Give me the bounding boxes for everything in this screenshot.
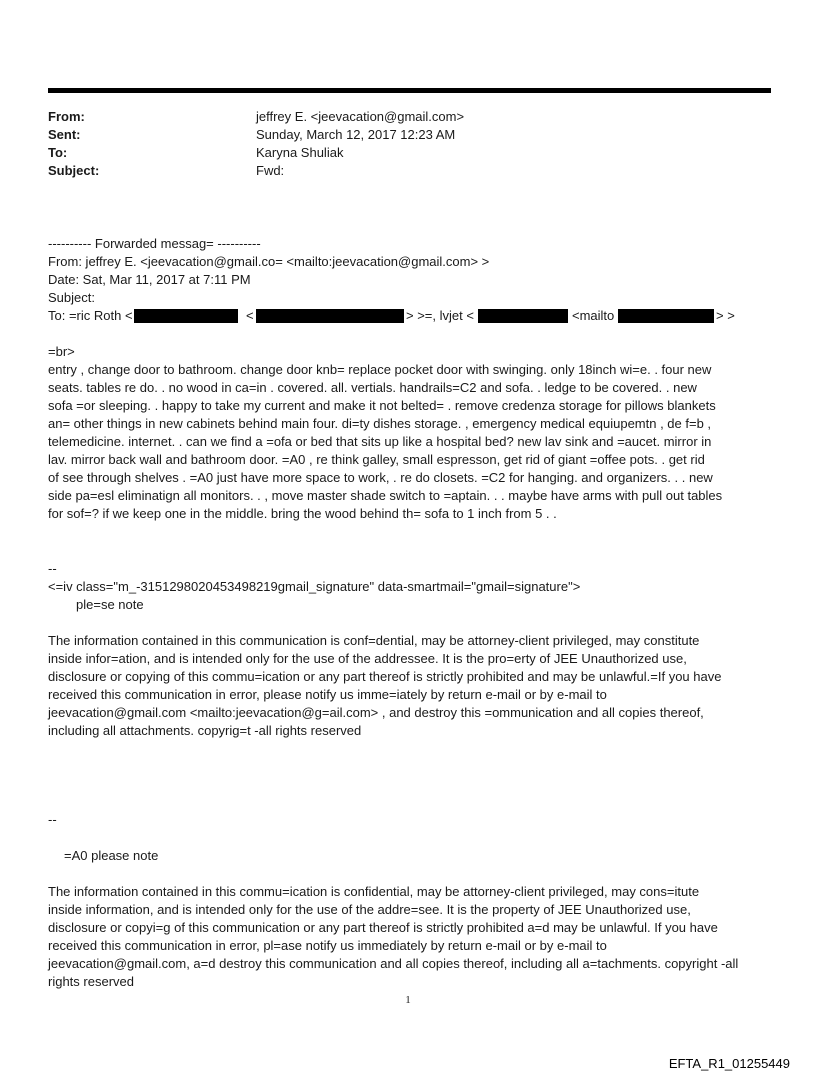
disclaimer-line: rights reserved <box>48 974 134 989</box>
disclaimer-line: disclosure or copyi=g of this communication or any part thereof is strictly prohibited a=d may be unlawful. If you have <box>48 920 718 935</box>
disclaimer-line: including all attachments. copyrig=t -all rights reserved <box>48 723 362 738</box>
forwarded-from: From: jeffrey E. <jeevacation@gmail.co= <mailto:jeevacation@gmail.com> > <box>48 254 490 269</box>
body-line: side pa=esl eliminatign all monitors. . , move master shade switch to =aptain. . . maybe have arms with pull out tables <box>48 488 723 503</box>
disclaimer-paragraph <box>48 632 776 740</box>
body-line: of see through shelves . =A0 just have more space to work, . re do closets. =C2 for hanging. and organizers. . . new <box>48 470 713 485</box>
body-line: lav. mirror back wall and bathroom door. =A0 , re think galley, small espresson, get rid of giant =offee pots. . get rid <box>48 452 705 467</box>
body-line: entry , change door to bathroom. change door knb= replace pocket door with swinging. only 18inch wi=e. . four new <box>48 362 712 377</box>
subject-value: Fwd: <box>256 163 285 178</box>
redaction-box <box>134 309 238 323</box>
from-label: From: <box>48 109 85 124</box>
disclaimer-line: The information contained in this commu=ication is confidential, may be attorney-client privileged, may cons=itute <box>48 884 700 899</box>
signature-note: =A0 please note <box>64 848 159 863</box>
redaction-box <box>478 309 568 323</box>
br-tag-text: =br> <box>48 344 75 359</box>
disclaimer-line: disclosure or copying of this commu=ication or any part thereof is strictly prohibited and may be unlawful.=If you have <box>48 669 722 684</box>
disclaimer-line: received this communication in error, please notify us imme=iately by return e-mail or by e-mail to <box>48 687 607 702</box>
to-label: To: <box>48 145 68 160</box>
forwarded-to-bracket: < <box>246 308 254 323</box>
signature-separator: -- <box>48 812 57 827</box>
forwarded-to-suffix: > > <box>716 308 735 323</box>
subject-label: Subject: <box>48 163 100 178</box>
signature-note: ple=se note <box>76 597 144 612</box>
disclaimer-line: inside information, and is intended only for the use of the addre=see. It is the property of JEE Unauthorized use, <box>48 902 691 917</box>
page-number: 1 <box>405 994 411 1006</box>
signature-separator: -- <box>48 561 57 576</box>
body-line: seats. tables re do. . no wood in ca=in . covered. all. vertials. handrails=C2 and sofa. . ledge to be covered. . new <box>48 380 697 395</box>
forwarded-to-lvjet: > >=, lvjet < <box>406 308 474 323</box>
body-line: for sof=? if we keep one in the middle. bring the wood behind th= sofa to 1 inch from 5 . . <box>48 506 557 521</box>
disclaimer-line: received this communication in error, pl=ase notify us immediately by return e-mail or by e-mail to <box>48 938 607 953</box>
body-paragraph <box>48 361 776 523</box>
disclaimer-line: The information contained in this communication is conf=dential, may be attorney-client privileged, may constitute <box>48 633 700 648</box>
forwarded-subject: Subject: <box>48 290 95 305</box>
header-rule <box>48 88 771 93</box>
disclaimer-line: inside infor=ation, and is intended only for the use of the addressee. It is the pro=erty of JEE Unauthorized use, <box>48 651 687 666</box>
forwarded-date: Date: Sat, Mar 11, 2017 at 7:11 PM <box>48 272 251 287</box>
disclaimer-paragraph <box>48 883 776 991</box>
sent-label: Sent: <box>48 127 81 142</box>
document-id-footer: EFTA_R1_01255449 <box>668 1056 790 1071</box>
disclaimer-line: jeevacation@gmail.com, a=d destroy this communication and all copies thereof, including all a=tachments. copyright -all <box>48 956 739 971</box>
body-line: an= other things in new cabinets behind main four. di=ty dishes storage. , emergency medical equiupemtn , de f=b , <box>48 416 712 431</box>
from-value: jeffrey E. <jeevacation@gmail.com> <box>256 109 465 124</box>
sent-value: Sunday, March 12, 2017 12:23 AM <box>256 127 456 142</box>
forwarded-divider: ---------- Forwarded messag= ---------- <box>48 236 261 251</box>
redaction-box <box>256 309 404 323</box>
disclaimer-line: jeevacation@gmail.com <mailto:jeevacation@g=ail.com> , and destroy this =ommunication and all copies thereof, <box>48 705 704 720</box>
body-line: telemedicine. internet. . can we find a =ofa or bed that sits up like a hospital bed? new lav sink and =aucet. mirror in <box>48 434 712 449</box>
forwarded-to-mailto: <mailto <box>572 308 615 323</box>
body-line: sofa =or sleeping. . happy to take my current and make it not belted= . remove credenza storage for pillows blankets <box>48 398 716 413</box>
redaction-box <box>618 309 714 323</box>
forwarded-to-prefix: To: =ric Roth < <box>48 308 133 323</box>
to-value: Karyna Shuliak <box>256 145 344 160</box>
signature-div-line: <=iv class="m_-3151298020453498219gmail_signature" data-smartmail="gmail=signature"> <box>48 579 581 594</box>
